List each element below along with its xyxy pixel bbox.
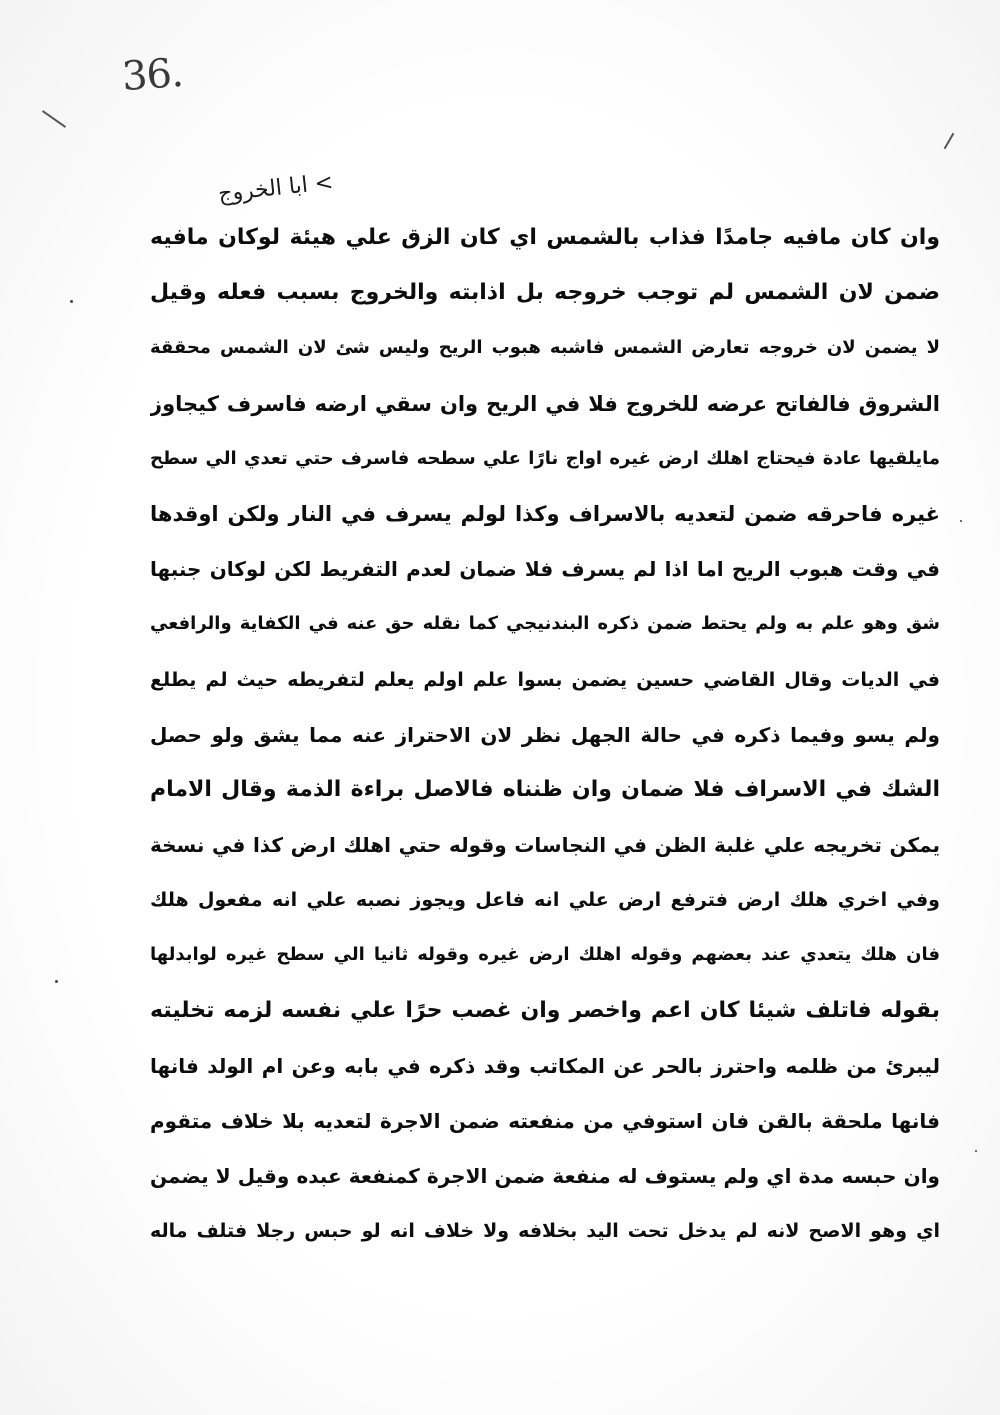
ink-speck — [975, 1150, 977, 1152]
text-line: في الديات وقال القاضي حسين يضمن بسوا علم اولم يعلم لتفريطه حيث لم يطلع — [150, 668, 940, 691]
text-line: فانها ملحقة بالقن فان استوفي من منفعته ضمن الاجرة لتعديه بلا خلاف متقوم — [150, 1109, 940, 1133]
folio-number: 36. — [120, 49, 185, 101]
text-line: وان كان مافيه جامدًا فذاب بالشمس اي كان الزق علي هيئة لوكان مافيه — [150, 225, 940, 250]
text-line: ولم يسو وفيما ذكره في حالة الجهل نظر لان الاحتراز عنه مما يشق ولو حصل — [150, 722, 940, 747]
text-line: الشك في الاسراف فلا ضمان وان ظنناه فالاصل براءة الذمة وقال الامام — [150, 776, 940, 802]
ink-speck — [70, 300, 73, 303]
marginal-note: > ابا الخروج — [217, 170, 335, 207]
text-line: شق وهو علم به ولم يحتط ضمن ذكره البندنيجي كما نقله حق عنه في الكفاية والرافعي — [150, 613, 940, 635]
text-line: وفي اخري هلك ارض فترفع ارض علي انه فاعل ويجوز نصبه علي انه مفعول هلك — [150, 889, 940, 912]
ink-speck — [55, 980, 58, 983]
text-line: غيره فاحرقه ضمن لتعديه بالاسراف وكذا لولم يسرف في النار ولكن اوقدها — [150, 501, 940, 526]
text-line: لا يضمن لان خروجه تعارض الشمس فاشبه هبوب الريح وليس شئ لان الشمس محققة — [150, 337, 940, 359]
ink-speck — [960, 520, 962, 522]
text-line: الشروق فالفاتح عرضه للخروج فلا في الريح وان سقي ارضه فاسرف كيجاوز — [150, 391, 940, 416]
text-line: بقوله فاتلف شيئا كان اعم واخصر وان غصب حرًا علي نفسه لزمه تخليته — [150, 997, 940, 1023]
text-line: ضمن لان الشمس لم توجب خروجه بل اذابته والخروج بسبب فعله وقيل — [150, 280, 940, 306]
text-line: مايلقيها عادة فيحتاج اهلك ارض غيره اواج نارًا علي سطحه فاسرف حتي تعدي الي سطح — [150, 447, 940, 469]
text-line: في وقت هبوب الريح اما اذا لم يسرف فلا ضمان لعدم التفريط لكن لوكان جنبها — [150, 557, 940, 582]
ink-stroke-mark — [42, 110, 66, 128]
text-line: يمكن تخريجه علي غلبة الظن في النجاسات وقوله حتي اهلك ارض كذا في نسخة — [150, 833, 940, 858]
text-line: ليبرئ من ظلمه واحترز بالحر عن المكاتب وقد ذكره في بابه وعن ام الولد فانها — [150, 1053, 940, 1078]
text-line: وان حبسه مدة اي ولم يستوف له منفعة ضمن الاجرة كمنفعة عبده وقيل لا يضمن — [150, 1164, 940, 1189]
text-line: فان هلك يتعدي عند بعضهم وقوله اهلك ارض غيره وقوله ثانيا الي سطح غيره لوابدلها — [150, 944, 940, 966]
ink-stroke-mark — [944, 133, 955, 150]
manuscript-text-block — [150, 215, 940, 1264]
text-line: اي وهو الاصح لانه لم يدخل تحت اليد بخلافه ولا خلاف انه لو حبس رجلا فتلف ماله — [150, 1220, 940, 1243]
